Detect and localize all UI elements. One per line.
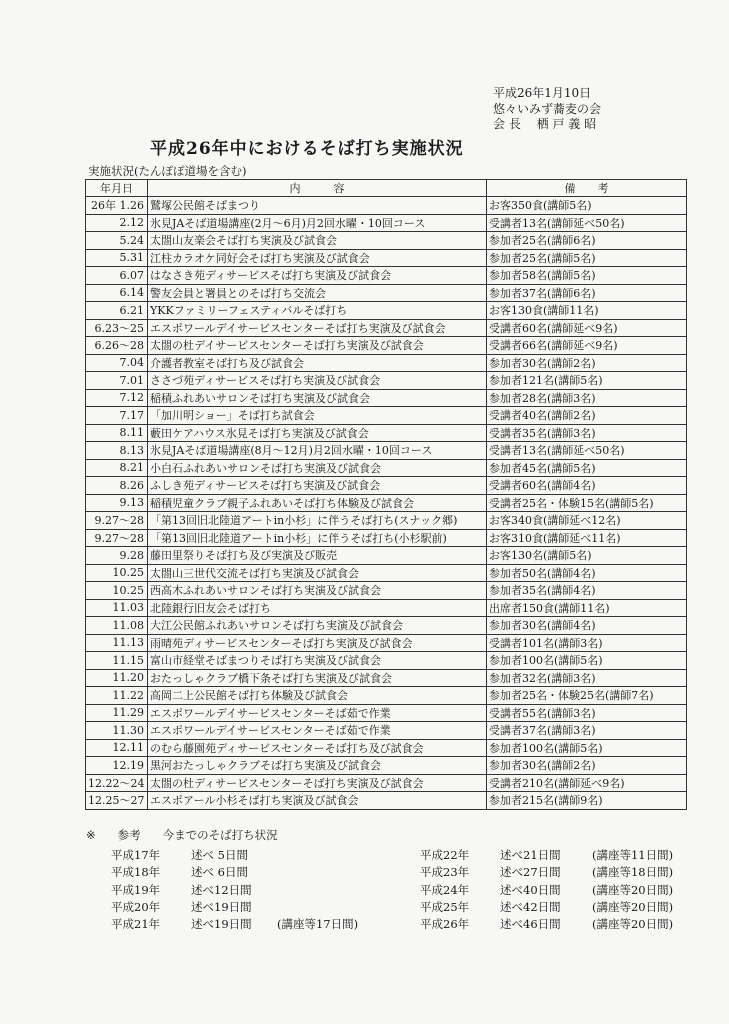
reference-year: 平成19年: [111, 882, 161, 897]
reference-year: 平成23年: [420, 865, 470, 880]
table-row: [86, 512, 687, 530]
organization-name: 悠々いみず蕎麦の会: [493, 101, 602, 116]
row-remarks: 受講者25名・体験15名(講師5名): [487, 494, 687, 512]
reference-row: [420, 847, 673, 864]
reference-year: 平成18年: [111, 865, 161, 880]
document-header: [493, 86, 601, 133]
row-remarks: 受講者13名(講師延べ50名): [487, 214, 687, 232]
row-content: 鷲塚公民館そばまつり: [148, 197, 487, 215]
row-content: 黒河おたっしゃクラブそば打ち実演及び試食会: [148, 757, 487, 775]
row-date: 9.27～28: [86, 529, 148, 547]
row-content: はなさき苑ディサービスそば打ち実演及び試食会: [148, 267, 487, 285]
reference-row: [111, 882, 358, 899]
reference-left-column: [111, 847, 358, 933]
reference-days: 述べ 6日間: [191, 865, 248, 880]
row-content: ふしき苑ディサービスそば打ち実演及び試食会: [148, 477, 487, 495]
table-row: [86, 442, 687, 460]
table-row: [86, 302, 687, 320]
row-remarks: 参加者35名(講師4名): [487, 582, 687, 600]
row-content: 太閤の杜ディサービスセンターそば打ち実演及び試食会: [148, 774, 487, 792]
table-row: [86, 774, 687, 792]
row-content: 稲積ふれあいサロンそば打ち実演及び試食会: [148, 389, 487, 407]
table-row: [86, 547, 687, 565]
row-date: 6.26～28: [86, 337, 148, 355]
row-date: 7.01: [86, 372, 148, 390]
reference-courses: (講座等17日間): [277, 917, 359, 932]
table-row: [86, 739, 687, 757]
row-remarks: 受講者60名(講師4名): [487, 477, 687, 495]
reference-row: [420, 899, 673, 916]
row-date: 11.15: [86, 652, 148, 670]
table-row: [86, 669, 687, 687]
row-content: エスポアール小杉そば打ち実演及び試食会: [148, 792, 487, 810]
header-remarks: 備 考: [487, 180, 687, 197]
row-remarks: 参加者100名(講師5名): [487, 652, 687, 670]
row-content: エスポワールデイサービスセンターそば茹で作業: [148, 722, 487, 740]
reference-courses: (講座等11日間): [592, 848, 674, 862]
row-date: 12.25～27: [86, 792, 148, 810]
row-content: 富山市経堂そばまつりそば打ち実演及び試食会: [148, 652, 487, 670]
table-row: [86, 652, 687, 670]
table-row: [86, 704, 687, 722]
row-date: 26年 1.26: [86, 197, 148, 215]
table-row: [86, 687, 687, 705]
table-row: [86, 599, 687, 617]
table-row: [86, 354, 687, 372]
row-remarks: 受講者37名(講師3名): [487, 722, 687, 740]
row-content: 稲積児童クラブ親子ふれあいそば打ち体験及び試食会: [148, 494, 487, 512]
table-row: [86, 197, 687, 215]
table-row: [86, 337, 687, 355]
row-date: 11.22: [86, 687, 148, 705]
row-remarks: 受講者35名(講師3名): [487, 424, 687, 442]
table-row: [86, 722, 687, 740]
row-date: 11.20: [86, 669, 148, 687]
reference-row: [420, 882, 673, 899]
row-remarks: 参加者25名・体験25名(講師7名): [487, 687, 687, 705]
row-date: 12.11: [86, 739, 148, 757]
table-row: [86, 792, 687, 810]
reference-year: 平成21年: [111, 917, 161, 932]
row-remarks: 参加者25名(講師6名): [487, 232, 687, 250]
table-row: [86, 249, 687, 267]
reference-year: 平成24年: [420, 882, 470, 897]
reference-right-column: [420, 847, 673, 933]
reference-days: 述べ19日間: [191, 917, 252, 932]
reference-days: 述べ27日間: [500, 865, 561, 880]
document-date: 平成26年1月10日: [493, 86, 592, 100]
table-row: [86, 634, 687, 652]
row-content: 「第13回旧北陸道アートin小杉」に伴うそば打ち(スナック郷): [148, 512, 487, 530]
reference-courses: (講座等20日間): [592, 899, 674, 914]
row-date: 7.17: [86, 407, 148, 425]
document-title: 平成26年中におけるそば打ち実施状況: [150, 139, 464, 159]
row-date: 8.21: [86, 459, 148, 477]
row-content: 北陸銀行旧友会そば打ち: [148, 599, 487, 617]
row-content: 「加川明ショー」そば打ち試食会: [148, 407, 487, 425]
row-date: 11.13: [86, 634, 148, 652]
row-date: 8.13: [86, 442, 148, 460]
reference-courses: (講座等20日間): [592, 882, 674, 897]
row-content: 雨晴苑ディサービスセンターそば打ち実演及び試食会: [148, 634, 487, 652]
row-content: 「第13回旧北陸道アートin小杉」に伴うそば打ち(小杉駅前): [148, 529, 487, 547]
row-remarks: 参加者37名(講師6名): [487, 284, 687, 302]
reference-days: 述べ40日間: [500, 882, 561, 897]
row-content: 太閤山三世代交流そば打ち実演及び試食会: [148, 564, 487, 582]
row-remarks: 参加者50名(講師4名): [487, 564, 687, 582]
row-remarks: お客130食(講師11名): [487, 302, 687, 320]
row-remarks: 参加者30名(講師4名): [487, 617, 687, 635]
row-content: おたっしゃクラブ橋下条そば打ち実演及び試食会: [148, 669, 487, 687]
row-content: 西高木ふれあいサロンそば打ち実演及び試食会: [148, 582, 487, 600]
row-date: 9.28: [86, 547, 148, 565]
reference-days: 述べ46日間: [500, 917, 561, 932]
row-date: 5.24: [86, 232, 148, 250]
row-remarks: 受講者13名(講師延べ50名): [487, 442, 687, 460]
reference-courses: (講座等18日間): [592, 865, 674, 880]
reference-days: 述べ42日間: [500, 899, 561, 914]
row-date: 9.13: [86, 494, 148, 512]
row-remarks: 出席者150食(講師11名): [487, 599, 687, 617]
table-row: [86, 529, 687, 547]
reference-year: 平成26年: [420, 917, 470, 932]
row-date: 12.19: [86, 757, 148, 775]
president-name: 会 長 栖 戸 義 昭: [493, 117, 597, 131]
table-row: [86, 424, 687, 442]
row-remarks: お客130名(講師5名): [487, 547, 687, 565]
reference-days: 述べ12日間: [191, 882, 252, 897]
row-date: 8.26: [86, 477, 148, 495]
reference-year: 平成20年: [111, 899, 161, 914]
row-remarks: 受講者66名(講師延べ9名): [487, 337, 687, 355]
row-remarks: 参加者45名(講師5名): [487, 459, 687, 477]
row-content: 高岡二上公民館そば打ち体験及び試食会: [148, 687, 487, 705]
reference-row: [111, 864, 358, 881]
row-remarks: 受講者60名(講師延べ9名): [487, 319, 687, 337]
row-date: 12.22～24: [86, 774, 148, 792]
table-row: [86, 477, 687, 495]
row-content: 氷見JAそば道場講座(2月～6月)月2回水曜・10回コース: [148, 214, 487, 232]
reference-year: 平成22年: [420, 848, 470, 862]
row-content: 太閤山友楽会そば打ち実演及び試食会: [148, 232, 487, 250]
row-remarks: 参加者30名(講師2名): [487, 354, 687, 372]
row-date: 11.03: [86, 599, 148, 617]
row-remarks: 受講者40名(講師2名): [487, 407, 687, 425]
row-date: 6.21: [86, 302, 148, 320]
table-row: [86, 459, 687, 477]
row-remarks: お客310食(講師延べ11名): [487, 529, 687, 547]
row-remarks: 参加者25名(講師5名): [487, 249, 687, 267]
row-content: のむら藤園苑ディサービスセンターそば打ち及び試食会: [148, 739, 487, 757]
reference-row: [111, 916, 358, 933]
row-content: 藤田里祭りそば打ち及び実演及び販売: [148, 547, 487, 565]
row-content: 氷見JAそば道場講座(8月～12月)月2回水曜・10回コース: [148, 442, 487, 460]
row-content: エスポワールデイサービスセンターそば茹で作業: [148, 704, 487, 722]
table-header-row: [86, 180, 687, 197]
row-content: エスポワールデイサービスセンターそば打ち実演及び試食会: [148, 319, 487, 337]
activity-table: [85, 179, 687, 810]
table-row: [86, 617, 687, 635]
row-remarks: 参加者58名(講師5名): [487, 267, 687, 285]
reference-heading: [86, 827, 300, 843]
row-remarks: 参加者215名(講師9名): [487, 792, 687, 810]
reference-courses: (講座等20日間): [592, 917, 674, 932]
row-content: 江柱カラオケ同好会そば打ち実演及び試食会: [148, 249, 487, 267]
header-date: 年月日: [86, 180, 148, 197]
row-content: 介護者教室そば打ち及び試食会: [148, 354, 487, 372]
table-row: [86, 232, 687, 250]
row-remarks: 参加者100名(講師5名): [487, 739, 687, 757]
row-remarks: 受講者210名(講師延べ9名): [487, 774, 687, 792]
row-date: 6.07: [86, 267, 148, 285]
table-row: [86, 372, 687, 390]
row-date: 11.08: [86, 617, 148, 635]
reference-row: [420, 864, 673, 881]
row-date: 6.23～25: [86, 319, 148, 337]
table-row: [86, 267, 687, 285]
row-date: 2.12: [86, 214, 148, 232]
table-row: [86, 407, 687, 425]
reference-row: [420, 916, 673, 933]
row-remarks: 参加者32名(講師3名): [487, 669, 687, 687]
row-date: 10.25: [86, 564, 148, 582]
row-content: ささづ苑ディサービスそば打ち実演及び試食会: [148, 372, 487, 390]
reference-row: [111, 847, 358, 864]
table-row: [86, 214, 687, 232]
reference-year: 平成25年: [420, 899, 470, 914]
row-content: YKKファミリーフェスティバルそば打ち: [148, 302, 487, 320]
row-content: 藪田ケアハウス氷見そば打ち実演及び試食会: [148, 424, 487, 442]
row-date: 9.27～28: [86, 512, 148, 530]
table-row: [86, 494, 687, 512]
row-remarks: 参加者28名(講師3名): [487, 389, 687, 407]
reference-year: 平成17年: [111, 848, 161, 862]
table-row: [86, 564, 687, 582]
row-remarks: 受講者101名(講師3名): [487, 634, 687, 652]
row-date: 7.12: [86, 389, 148, 407]
table-row: [86, 582, 687, 600]
reference-row: [111, 899, 358, 916]
row-date: 7.04: [86, 354, 148, 372]
row-date: 6.14: [86, 284, 148, 302]
reference-days: 述べ21日間: [500, 848, 561, 862]
table-row: [86, 389, 687, 407]
row-remarks: 参加者30名(講師2名): [487, 757, 687, 775]
reference-title: 今までのそば打ち状況: [162, 828, 278, 842]
row-content: 大江公民館ふれあいサロンそば打ち実演及び試食会: [148, 617, 487, 635]
row-content: 太閤の杜デイサービスセンターそば打ち実演及び試食会: [148, 337, 487, 355]
reference-label: 参考: [117, 828, 141, 842]
reference-days: 述べ 5日間: [191, 848, 248, 862]
row-date: 8.11: [86, 424, 148, 442]
table-row: [86, 284, 687, 302]
row-date: 11.29: [86, 704, 148, 722]
reference-days: 述べ19日間: [191, 899, 252, 914]
document-subtitle: 実施状況(たんぽぽ道場を含む): [88, 164, 247, 178]
reference-mark: ※: [86, 828, 96, 842]
header-content: 内 容: [148, 180, 487, 197]
row-date: 5.31: [86, 249, 148, 267]
row-content: 小白石ふれあいサロンそば打ち実演及び試食会: [148, 459, 487, 477]
row-remarks: 参加者121名(講師5名): [487, 372, 687, 390]
row-remarks: 受講者55名(講師3名): [487, 704, 687, 722]
row-remarks: お客350食(講師5名): [487, 197, 687, 215]
row-content: 警友会員と署員とのそば打ち交流会: [148, 284, 487, 302]
table-row: [86, 319, 687, 337]
table-row: [86, 757, 687, 775]
row-date: 11.30: [86, 722, 148, 740]
row-remarks: お客340食(講師延べ12名): [487, 512, 687, 530]
row-date: 10.25: [86, 582, 148, 600]
